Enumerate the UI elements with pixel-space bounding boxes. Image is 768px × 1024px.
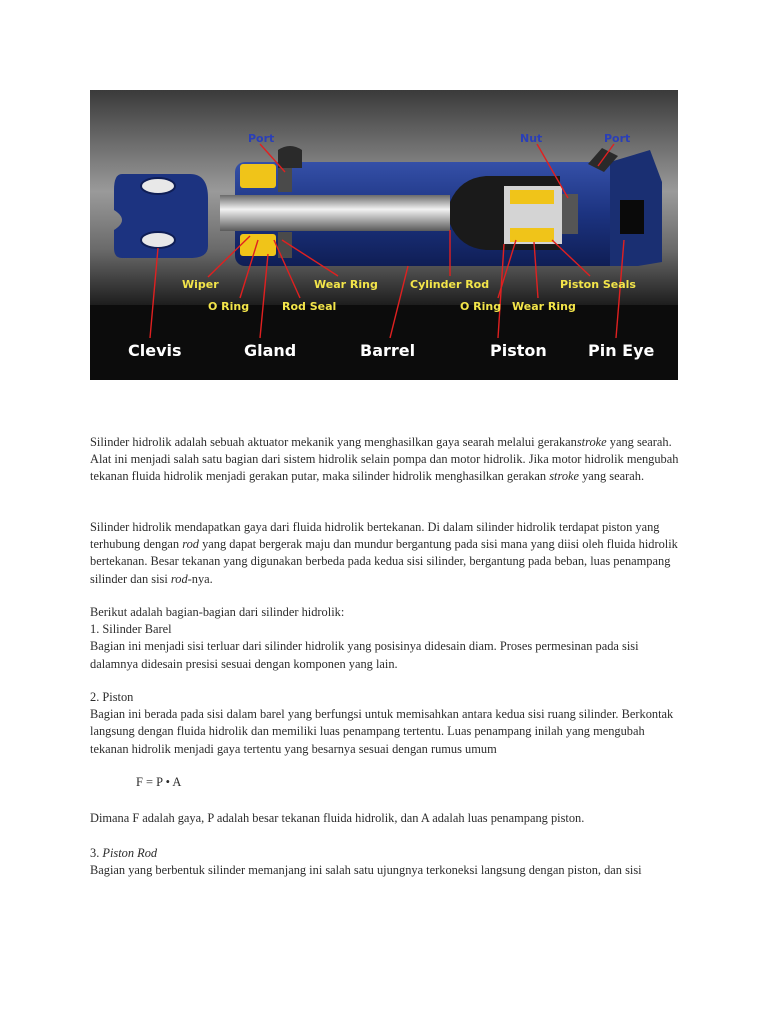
- label-clevis: Clevis: [128, 341, 182, 360]
- section-body: Bagian ini berada pada sisi dalam barel yang berfungsi untuk memisahkan antara kedua sisi ruang silinder. Berkontak langsung dengan fluida hidrolik dan memiliki luas penampang tertentu. Luas penampang inilah yang mengubah tekanan hidrolik menjadi gaya tertentu yang besarnya sesuai dengan rumus umum: [90, 707, 674, 756]
- paragraph-formula-explanation: Dimana F adalah gaya, P adalah besar tekanan fluida hidrolik, dan A adalah luas penampang piston.: [90, 811, 585, 825]
- label-wiper: Wiper: [182, 278, 219, 291]
- label-cylinder-rod: Cylinder Rod: [410, 278, 490, 291]
- label-pin-eye: Pin Eye: [588, 341, 655, 360]
- force-formula: F = P • A: [136, 775, 182, 789]
- label-piston: Piston: [490, 341, 547, 360]
- label-port-right: Port: [604, 132, 631, 145]
- section-heading: 2. Piston: [90, 690, 134, 704]
- label-wear-ring-2: Wear Ring: [512, 300, 576, 313]
- piston-rod-shape: [220, 195, 450, 231]
- label-rod-seal: Rod Seal: [282, 300, 337, 313]
- label-gland: Gland: [244, 341, 297, 360]
- section-body: Bagian ini menjadi sisi terluar dari silinder hidrolik yang posisinya didesain diam. Proses permesinan pada sisi dalamnya didesain presisi sesuai dengan komponen yang lain.: [90, 639, 639, 671]
- section-piston-rod: [90, 845, 682, 879]
- pin-eye-shape: [610, 150, 662, 266]
- hydraulic-cylinder-diagram: [90, 90, 678, 380]
- port-left-shape: [278, 146, 302, 168]
- clevis-shape: [114, 174, 208, 258]
- parts-intro: Berikut adalah bagian-bagian dari silinder hidrolik:: [90, 605, 345, 619]
- section-body: Bagian yang berbentuk silinder memanjang ini salah satu ujungnya terkoneksi langsung dengan piston, dan sisi: [90, 863, 642, 878]
- label-nut: Nut: [520, 132, 543, 145]
- label-port-left: Port: [248, 132, 275, 145]
- section-silinder-barel: [90, 604, 682, 673]
- section-heading: 1. Silinder Barel: [90, 622, 172, 637]
- label-barrel: Barrel: [360, 341, 416, 360]
- paragraph-working-principle: Silinder hidrolik mendapatkan gaya dari fluida hidrolik bertekanan. Di dalam silinder hidrolik terdapat piston yang terhubung dengan rod yang dapat bergerak maju dan mundur bergantung pada sisi mana yang diisi oleh fluida hidrolik bertekanan. Besar tekanan yang digunakan berbeda pada kedua sisi silinder, bergantung pada beban, luas penampang silinder dan sisi rod-nya.: [90, 520, 678, 586]
- section-piston: [90, 689, 682, 758]
- paragraph-intro: Silinder hidrolik adalah sebuah aktuator mekanik yang menghasilkan gaya searah melalui gerakanstroke yang searah. Alat ini menjadi salah satu bagian dari sistem hidrolik selain pompa dan motor hidrolik. Jika motor hidrolik mengubah tekanan fluida hidrolik menjadi gerakan putar, maka silinder hidrolik menghasilkan gerakan stroke yang searah.: [90, 435, 679, 484]
- section-heading: 3. Piston Rod: [90, 846, 158, 860]
- label-o-ring-1: O Ring: [208, 300, 250, 313]
- label-piston-seals: Piston Seals: [560, 278, 636, 291]
- label-wear-ring-1: Wear Ring: [314, 278, 378, 291]
- label-o-ring-2: O Ring: [460, 300, 502, 313]
